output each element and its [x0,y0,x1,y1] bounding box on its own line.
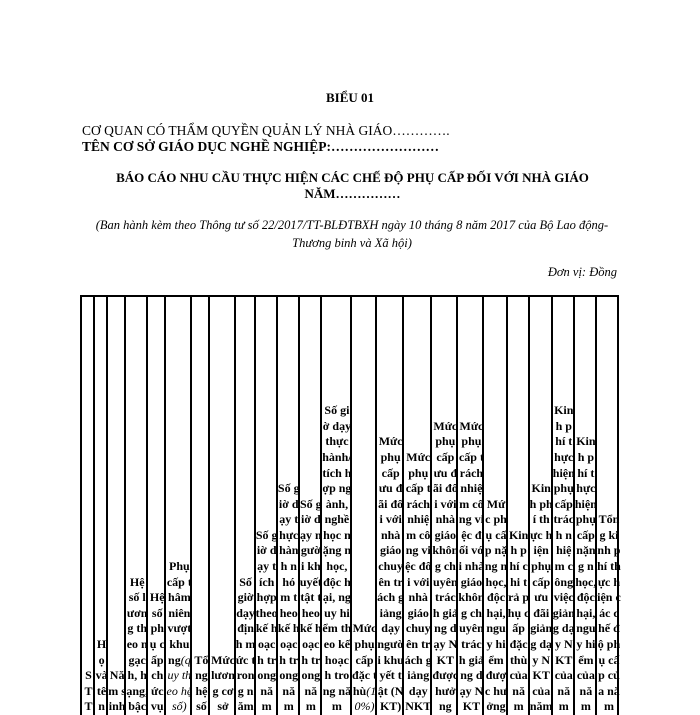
column-header [146,295,166,715]
column-label: STT [84,668,93,714]
report-title: BÁO CÁO NHU CẦU THỰC HIỆN CÁC CHẾ ĐỘ PHỤ CẤP ĐỐI VỚI NHÀ GIÁO NĂM…………… [116,170,589,201]
column-label: Hệ số lương theo ngạch, hạng, bậc [126,574,149,714]
column-header [456,295,484,715]
column-label: Số giờ dạy tích hợp theo kế hoạch trong năm [255,527,278,714]
table-right-border [617,295,619,715]
column-label: Số giờ dạy định mức trong năm [235,574,256,714]
column-header [234,295,256,715]
column-header [350,295,377,715]
managing-agency-line: CƠ QUAN CÓ THẨM QUYỀN QUẢN LÝ NHÀ GIÁO…………. [82,123,450,138]
column-header [482,295,507,715]
column-label: Số giờ dạy người khuyết tật theo kế hoạch trong năm [299,496,322,714]
column-label: Mức phụ cấp ưu đãi đối với nhà giáo chuyên trách giảng dạy người khuyết tật (NKT) [377,434,405,714]
column-label: Phụ cấp thâm niên vượt khung [166,559,192,667]
issued-note: (Ban hành kèm theo Thông tư số 22/2017/TT-BLĐTBXH ngày 10 tháng 8 năm 2017 của Bộ Lao động-Thương binh và Xã hội) [95,218,609,250]
column-header [298,295,322,715]
column-label: Tổng kinh phí thực hiện các chế độ phụ cấp của năm [597,512,621,714]
column-label: Kinh phí thực hiện phụ cấp trách nhiệm công việc giảng dạy NKT của năm [552,403,575,714]
column-note: (10%) [354,683,377,714]
column-label: Mức phụ cấp nặng nhọc, độc hại, nguy hiểm được hưởng [484,496,508,714]
column-header [208,295,235,715]
column-label: Kinh phí thực hiện phụ cấp nặng nhọc, độc hại, nguy hiểm của năm [574,434,597,714]
column-label: Tổng hệ số [194,652,209,714]
column-label: Mức phụ cấp đặc thù [352,621,378,698]
column-label: Mức phụ cấp ưu đãi đối với nhà giáo không chuyên trách giảng dạy NKT được hưởng [432,418,459,714]
column-header [276,295,300,715]
column-header [106,295,126,715]
form-title: BIỂU 01 [325,90,375,105]
column-label: Mức lương cơ sở [211,652,235,714]
column-label: Mức phụ cấp trách nhiệm công việc đối với nhà giáo không chuyên trách giảng dạy NKT [458,418,485,714]
column-label: Số giờ dạy thực hành nhóm theo kế hoạch trong năm [277,481,300,714]
column-header [430,295,458,715]
column-header [528,295,553,715]
column-label: Họ và tên [95,637,108,714]
column-label: Kinh phí thực hiện phụ cấp ưu đãi giảng dạy NKT của năm [529,481,553,714]
column-note: (quy theo hệ số) [166,652,193,714]
column-header [573,295,597,715]
column-header [402,295,432,715]
school-name-line: TÊN CƠ SỞ GIÁO DỤC NGHỀ NGHIỆP:…………………… [82,139,440,154]
column-header [124,295,148,715]
column-header [506,295,530,715]
column-label: Kinh phí chi trả phụ cấp đặc thù của năm [507,527,530,714]
column-header [190,295,210,715]
column-header [254,295,278,715]
allowance-table [80,295,619,715]
column-header [375,295,404,715]
column-label: Năm sinh [108,668,126,714]
column-label: Mức phụ cấp trách nhiệm công việc đối với nhà giáo chuyên trách giảng dạy NKT [404,449,432,714]
column-header [320,295,352,715]
column-header [551,295,575,715]
column-header [164,295,192,715]
column-label: Số giờ dạy thực hành/tích hợp ngành, nghề học nặng nhọc, độc hại, nguy hiểm theo kế hoạch trong năm [322,403,352,714]
unit-note: Đơn vị: Đồng [547,265,617,279]
column-label: Hệ số phụ cấp chức vụ [149,590,165,714]
